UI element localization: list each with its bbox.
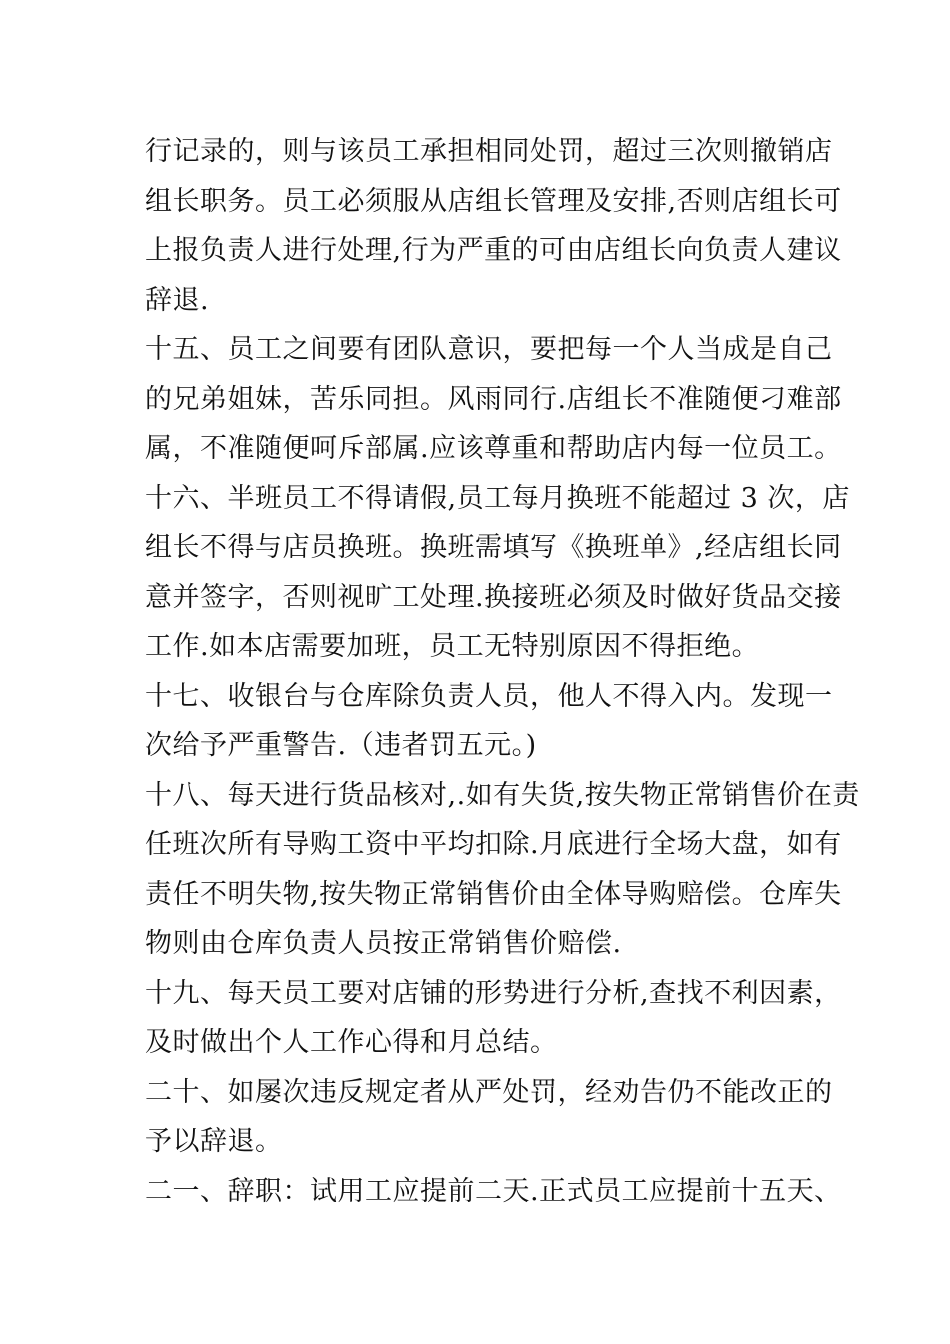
text-line: 十五、员工之间要有团队意识，要把每一个人当成是自己 xyxy=(145,334,833,365)
text-line: 十九、每天员工要对店铺的形势进行分析,查找不利因素， xyxy=(145,977,842,1009)
text-line: 十六、半班员工不得请假,员工每月换班不能超过 3 次，店 xyxy=(145,482,850,514)
text-line: 行记录的，则与该员工承担相同处罚，超过三次则撤销店 xyxy=(145,136,833,167)
text-line: 次给予严重警告.（违者罚五元。) xyxy=(145,730,537,761)
paragraph-rule-21 xyxy=(145,1167,842,1217)
text-line: 十八、每天进行货品核对,.如有失货,按失物正常销售价在责 xyxy=(145,779,860,811)
paragraph-rule-17 xyxy=(145,672,833,771)
text-line: 的兄弟姐妹，苦乐同担。风雨同行.店组长不准随便刁难部 xyxy=(145,383,842,415)
paragraph-rule-19 xyxy=(145,969,842,1068)
text-line: 工作.如本店需要加班，员工无特别原因不得拒绝。 xyxy=(145,631,760,662)
text-line: 予以辞退。 xyxy=(145,1126,283,1157)
text-line: 二一、辞职：试用工应提前二天.正式员工应提前十五天、 xyxy=(145,1175,842,1207)
text-line: 上报负责人进行处理,行为严重的可由店组长向负责人建议 xyxy=(145,235,842,266)
paragraph-rule-15 xyxy=(145,325,842,474)
text-line: 组长不得与店员换班。换班需填写《换班单》,经店组长同 xyxy=(145,532,842,563)
text-line: 物则由仓库负责人员按正常销售价赔偿. xyxy=(145,928,622,959)
text-line: 及时做出个人工作心得和月总结。 xyxy=(145,1027,558,1058)
paragraph-rule-20 xyxy=(145,1068,833,1167)
text-line: 任班次所有导购工资中平均扣除.月底进行全场大盘，如有 xyxy=(145,829,842,860)
document-body xyxy=(145,127,860,1216)
paragraph-rule-16 xyxy=(145,474,850,672)
text-line: 十七、收银台与仓库除负责人员，他人不得入内。发现一 xyxy=(145,680,833,712)
text-line: 责任不明失物,按失物正常销售价由全体导购赔偿。仓库失 xyxy=(145,878,842,910)
text-line: 意并签字，否则视旷工处理.换接班必须及时做好货品交接 xyxy=(145,581,842,613)
text-line: 组长职务。员工必须服从店组长管理及安排,否则店组长可 xyxy=(145,185,842,217)
paragraph-rule-18 xyxy=(145,771,860,969)
text-line: 属，不准随便呵斥部属.应该尊重和帮助店内每一位员工。 xyxy=(145,433,842,464)
paragraph-continuation xyxy=(145,127,842,325)
text-line: 辞退. xyxy=(145,284,210,316)
text-line: 二十、如屡次违反规定者从严处罚，经劝告仍不能改正的 xyxy=(145,1076,833,1108)
